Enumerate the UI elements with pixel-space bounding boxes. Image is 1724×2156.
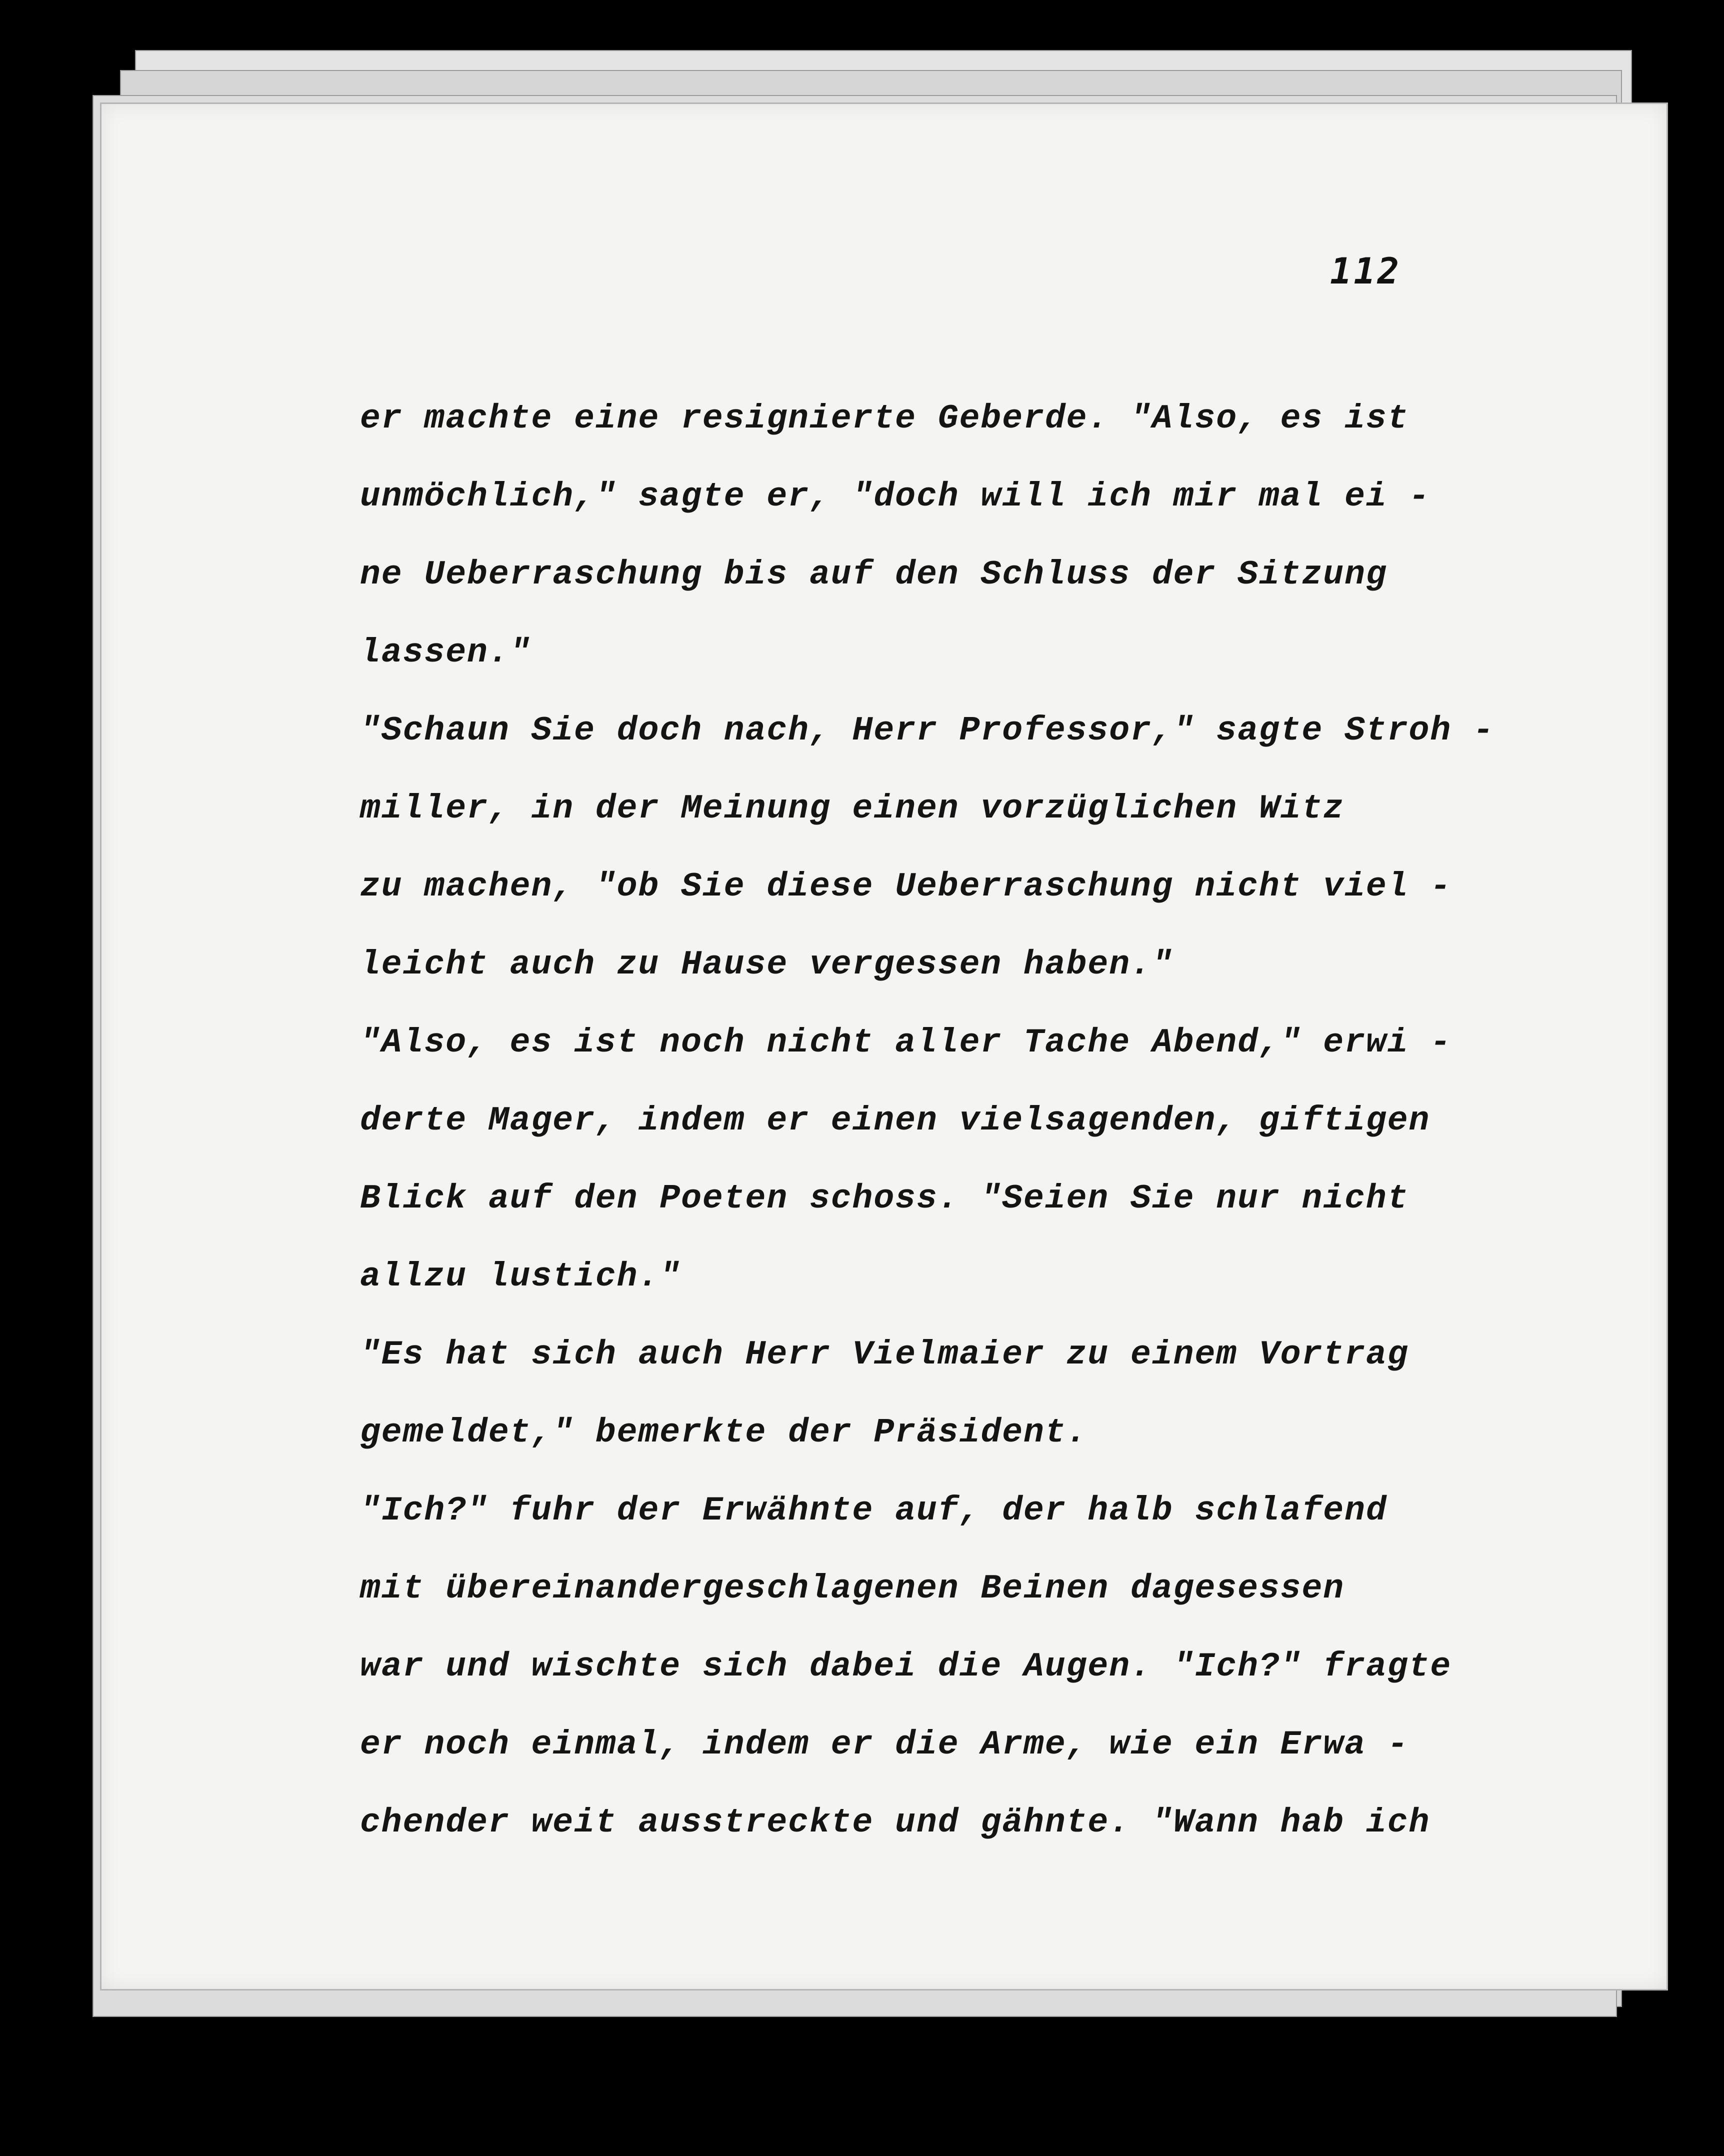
body-text	[360, 380, 1590, 1862]
text-line: gemeldet," bemerkte der Präsident.	[360, 1414, 1088, 1452]
text-line: ne Ueberraschung bis auf den Schluss der Sitzung	[360, 556, 1388, 594]
text-line: er machte eine resignierte Geberde. "Also, es ist	[360, 400, 1409, 438]
text-line: "Also, es ist noch nicht aller Tache Abend," erwi -	[360, 1024, 1452, 1062]
page-number: 112	[1330, 250, 1402, 292]
text-line: "Ich?" fuhr der Erwähnte auf, der halb schlafend	[360, 1492, 1388, 1530]
text-line: miller, in der Meinung einen vorzüglichen Witz	[360, 790, 1345, 828]
text-line: chender weit ausstreckte und gähnte. "Wann hab ich	[360, 1804, 1430, 1842]
text-line: allzu lustich."	[360, 1258, 682, 1296]
text-line: "Es hat sich auch Herr Vielmaier zu einem Vortrag	[360, 1336, 1409, 1374]
text-line: er noch einmal, indem er die Arme, wie ein Erwa -	[360, 1726, 1409, 1764]
text-line: "Schaun Sie doch nach, Herr Professor," sagte Stroh -	[360, 712, 1494, 750]
text-line: unmöchlich," sagte er, "doch will ich mir mal ei -	[360, 478, 1430, 516]
text-line: zu machen, "ob Sie diese Ueberraschung nicht viel -	[360, 868, 1452, 906]
text-line: lassen."	[360, 634, 532, 672]
text-line: mit übereinandergeschlagenen Beinen dagesessen	[360, 1570, 1345, 1608]
text-line: leicht auch zu Hause vergessen haben."	[360, 946, 1174, 984]
text-line: Blick auf den Poeten schoss. "Seien Sie nur nicht	[360, 1180, 1409, 1218]
text-line: war und wischte sich dabei die Augen. "Ich?" fragte	[360, 1648, 1452, 1686]
text-line: derte Mager, indem er einen vielsagenden, giftigen	[360, 1102, 1430, 1140]
